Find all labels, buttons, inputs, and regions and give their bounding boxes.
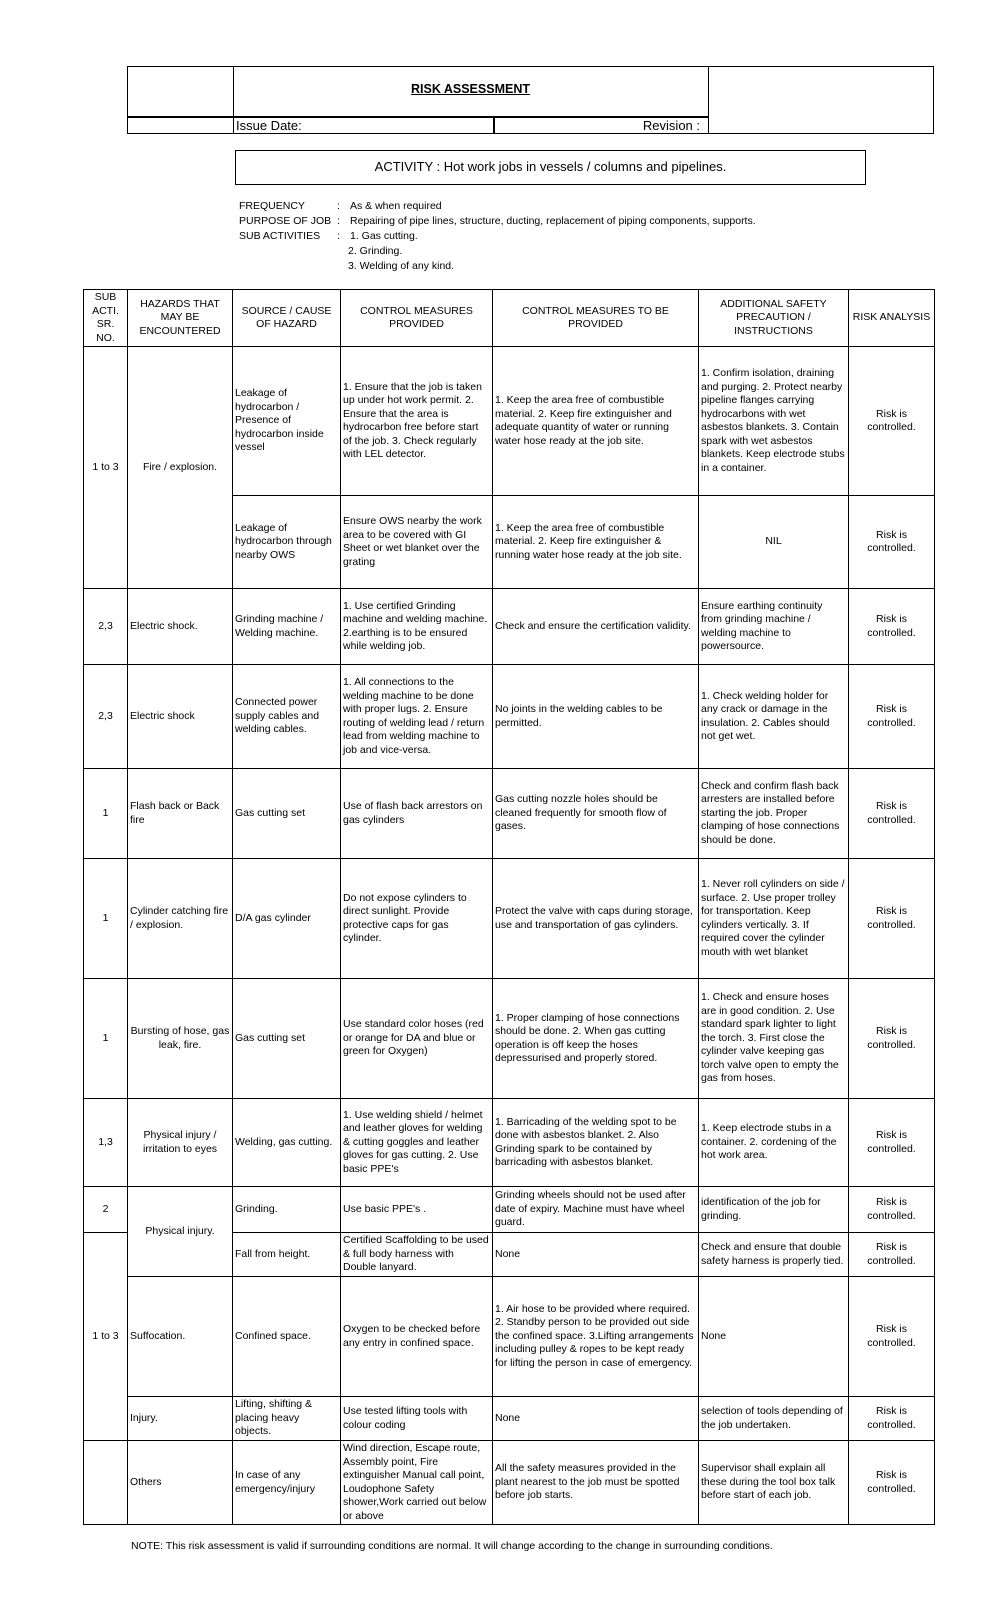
sub-activity-item: 1. Gas cutting. bbox=[350, 230, 418, 242]
additional-precaution-cell: Ensure earthing continuity from grinding machine / welding machine to powersource. bbox=[699, 589, 849, 665]
additional-precaution-cell: identification of the job for grinding. bbox=[699, 1187, 849, 1233]
risk-analysis-cell: Risk is controlled. bbox=[849, 496, 935, 589]
additional-precaution-cell: selection of tools depending of the job undertaken. bbox=[699, 1397, 849, 1441]
hazard-cell: Injury. bbox=[128, 1397, 233, 1441]
hazard-cell: Electric shock bbox=[128, 665, 233, 769]
risk-analysis-cell: Risk is controlled. bbox=[849, 1187, 935, 1233]
table-row bbox=[84, 1187, 935, 1233]
header-split bbox=[493, 116, 495, 133]
issue-date-label: Issue Date: bbox=[236, 118, 302, 133]
additional-precaution-cell: None bbox=[699, 1277, 849, 1397]
additional-precaution-cell: 1. Check and ensure hoses are in good condition. 2. Use standard spark lighter to light the torch. 3. First close the cylinder valve keeping gas torch valve open to empty the gas from hoses. bbox=[699, 979, 849, 1099]
additional-precaution-cell: 1. Never roll cylinders on side / surface. 2. Use proper trolley for transportation. Keep cylinders vertically. 3. If required cover the cylinder mouth with wet blanket bbox=[699, 859, 849, 979]
sub-activity-no: 1 to 3 bbox=[84, 1233, 128, 1441]
risk-analysis-cell: Risk is controlled. bbox=[849, 979, 935, 1099]
control-to-provide-cell: Check and ensure the certification validity. bbox=[493, 589, 699, 665]
control-provided-cell: Ensure OWS nearby the work area to be covered with GI Sheet or wet blanket over the grating bbox=[341, 496, 493, 589]
table-row bbox=[84, 769, 935, 859]
control-provided-cell: Use tested lifting tools with colour coding bbox=[341, 1397, 493, 1441]
job-meta: FREQUENCY : As & when required PURPOSE OF JOB : Repairing of pipe lines, structure, ducting, replacement of piping components, supports. SUB ACTIVITIES : 1. Gas cutting. 2. Grinding. 3. Welding of any kind. bbox=[239, 200, 756, 272]
control-to-provide-cell: Grinding wheels should not be used after date of expiry. Machine must have wheel guard. bbox=[493, 1187, 699, 1233]
control-to-provide-cell: All the safety measures provided in the plant nearest to the job must be spotted before job starts. bbox=[493, 1441, 699, 1525]
source-cell: In case of any emergency/injury bbox=[233, 1441, 341, 1525]
control-provided-cell: Oxygen to be checked before any entry in confined space. bbox=[341, 1277, 493, 1397]
sub-activity-no: 1,3 bbox=[84, 1099, 128, 1187]
document-header bbox=[127, 66, 934, 134]
source-cell: Leakage of hydrocarbon / Presence of hydrocarbon inside vessel bbox=[233, 347, 341, 496]
hazard-cell: Flash back or Back fire bbox=[128, 769, 233, 859]
control-to-provide-cell: 1. Barricading of the welding spot to be done with asbestos blanket. 2. Also Grinding spark to be contained by barricading with asbestos blanket. bbox=[493, 1099, 699, 1187]
control-to-provide-cell: Protect the valve with caps during storage, use and transportation of gas cylinders. bbox=[493, 859, 699, 979]
table-row bbox=[84, 1441, 935, 1525]
hazard-cell: Fire / explosion. bbox=[128, 347, 233, 589]
hazard-cell: Suffocation. bbox=[128, 1277, 233, 1397]
risk-analysis-cell: Risk is controlled. bbox=[849, 1099, 935, 1187]
table-row bbox=[84, 589, 935, 665]
risk-analysis-cell: Risk is controlled. bbox=[849, 769, 935, 859]
sub-activity-no: 1 to 3 bbox=[84, 347, 128, 589]
source-cell: Grinding machine / Welding machine. bbox=[233, 589, 341, 665]
additional-precaution-cell: NIL bbox=[699, 496, 849, 589]
column-header: HAZARDS THAT MAY BE ENCOUNTERED bbox=[128, 290, 233, 347]
source-cell: Leakage of hydrocarbon through nearby OWS bbox=[233, 496, 341, 589]
control-provided-cell: Use standard color hoses (red or orange for DA and blue or green for Oxygen) bbox=[341, 979, 493, 1099]
control-provided-cell: Wind direction, Escape route, Assembly point, Fire extinguisher Manual call point, Loudophone Safety shower,Work carried out below or above bbox=[341, 1441, 493, 1525]
control-to-provide-cell: 1. Proper clamping of hose connections should be done. 2. When gas cutting operation is off keep the hoses depressurised and properly stored. bbox=[493, 979, 699, 1099]
hazard-cell: Physical injury / irritation to eyes bbox=[128, 1099, 233, 1187]
activity-box: ACTIVITY : Hot work jobs in vessels / columns and pipelines. bbox=[235, 150, 866, 185]
risk-analysis-cell: Risk is controlled. bbox=[849, 589, 935, 665]
source-cell: Welding, gas cutting. bbox=[233, 1099, 341, 1187]
table-row bbox=[84, 347, 935, 496]
source-cell: Connected power supply cables and welding cables. bbox=[233, 665, 341, 769]
source-cell: Lifting, shifting & placing heavy objects. bbox=[233, 1397, 341, 1441]
source-cell: Fall from height. bbox=[233, 1233, 341, 1277]
footer-note: NOTE: This risk assessment is valid if surrounding conditions are normal. It will change according to the change in surrounding conditions. bbox=[131, 1540, 773, 1552]
control-provided-cell: 1. Use certified Grinding machine and welding machine. 2.earthing is to be ensured while welding job. bbox=[341, 589, 493, 665]
risk-assessment-table bbox=[83, 289, 935, 1525]
control-provided-cell: 1. All connections to the welding machine to be done with proper lugs. 2. Ensure routing of welding lead / return lead from welding machine to job and vice-versa. bbox=[341, 665, 493, 769]
risk-analysis-cell: Risk is controlled. bbox=[849, 1441, 935, 1525]
additional-precaution-cell: 1. Keep electrode stubs in a container. 2. cordening of the hot work area. bbox=[699, 1099, 849, 1187]
column-header: CONTROL MEASURES TO BE PROVIDED bbox=[493, 290, 699, 347]
source-cell: Confined space. bbox=[233, 1277, 341, 1397]
risk-analysis-cell: Risk is controlled. bbox=[849, 347, 935, 496]
additional-precaution-cell: 1. Confirm isolation, draining and purging. 2. Protect nearby pipeline flanges carrying hydrocarbons with wet asbestos blankets. 3. Contain spark with wet asbestos blankets. Keep electrode stubs in a container. bbox=[699, 347, 849, 496]
control-to-provide-cell: 1. Keep the area free of combustible material. 2. Keep fire extinguisher and adequate quantity of water or running water hose ready at the job site. bbox=[493, 347, 699, 496]
column-header: SOURCE / CAUSE OF HAZARD bbox=[233, 290, 341, 347]
control-provided-cell: 1. Ensure that the job is taken up under hot work permit. 2. Ensure that the area is hydrocarbon free before start of the job. 3. Check regularly with LEL detector. bbox=[341, 347, 493, 496]
control-to-provide-cell: Gas cutting nozzle holes should be cleaned frequently for smooth flow of gases. bbox=[493, 769, 699, 859]
source-cell: Grinding. bbox=[233, 1187, 341, 1233]
hazard-cell: Physical injury. bbox=[128, 1187, 233, 1277]
table-row bbox=[84, 1277, 935, 1397]
risk-analysis-cell: Risk is controlled. bbox=[849, 1397, 935, 1441]
sub-activities-label: SUB ACTIVITIES bbox=[239, 230, 321, 242]
header-logo-cell bbox=[128, 67, 234, 133]
column-header: SUB ACTI. SR. NO. bbox=[84, 290, 128, 347]
control-provided-cell: 1. Use welding shield / helmet and leather gloves for welding & cutting goggles and leather gloves for gas cutting. 2. Use basic PPE's bbox=[341, 1099, 493, 1187]
sub-activity-no bbox=[84, 1441, 128, 1525]
control-provided-cell: Certified Scaffolding to be used & full body harness with Double lanyard. bbox=[341, 1233, 493, 1277]
hazard-cell: Electric shock. bbox=[128, 589, 233, 665]
risk-analysis-cell: Risk is controlled. bbox=[849, 665, 935, 769]
source-cell: D/A gas cylinder bbox=[233, 859, 341, 979]
control-to-provide-cell: 1. Air hose to be provided where required. 2. Standby person to be provided out side the confined space. 3.Lifting arrangements including pulley & ropes to be kept ready for lifting the person in case of emergency. bbox=[493, 1277, 699, 1397]
document-title: RISK ASSESSMENT bbox=[410, 82, 530, 96]
source-cell: Gas cutting set bbox=[233, 769, 341, 859]
additional-precaution-cell: 1. Check welding holder for any crack or damage in the insulation. 2. Cables should not get wet. bbox=[699, 665, 849, 769]
sub-activity-no: 2,3 bbox=[84, 589, 128, 665]
revision-label: Revision : bbox=[642, 118, 700, 133]
additional-precaution-cell: Supervisor shall explain all these during the tool box talk before start of each job. bbox=[699, 1441, 849, 1525]
hazard-cell: Bursting of hose, gas leak, fire. bbox=[128, 979, 233, 1099]
control-provided-cell: Use of flash back arrestors on gas cylinders bbox=[341, 769, 493, 859]
control-provided-cell: Do not expose cylinders to direct sunlight. Provide protective caps for gas cylinder. bbox=[341, 859, 493, 979]
column-header: RISK ANALYSIS bbox=[849, 290, 935, 347]
control-to-provide-cell: No joints in the welding cables to be permitted. bbox=[493, 665, 699, 769]
sub-activity-no: 2,3 bbox=[84, 665, 128, 769]
source-cell: Gas cutting set bbox=[233, 979, 341, 1099]
sub-activity-no: 1 bbox=[84, 859, 128, 979]
table-row bbox=[84, 1099, 935, 1187]
risk-analysis-cell: Risk is controlled. bbox=[849, 859, 935, 979]
hazard-cell: Cylinder catching fire / explosion. bbox=[128, 859, 233, 979]
sub-activity-item: 3. Welding of any kind. bbox=[348, 260, 455, 272]
column-header: ADDITIONAL SAFETY PRECAUTION / INSTRUCTIONS bbox=[699, 290, 849, 347]
sub-activity-no: 2 bbox=[84, 1187, 128, 1233]
hazard-cell: Others bbox=[128, 1441, 233, 1525]
additional-precaution-cell: Check and ensure that double safety harness is properly tied. bbox=[699, 1233, 849, 1277]
control-to-provide-cell: None bbox=[493, 1397, 699, 1441]
frequency-label: FREQUENCY bbox=[239, 200, 305, 212]
table-row bbox=[84, 665, 935, 769]
risk-analysis-cell: Risk is controlled. bbox=[849, 1277, 935, 1397]
table-row bbox=[84, 1397, 935, 1441]
table-row bbox=[84, 979, 935, 1099]
risk-analysis-cell: Risk is controlled. bbox=[849, 1233, 935, 1277]
column-header: CONTROL MEASURES PROVIDED bbox=[341, 290, 493, 347]
frequency-value: As & when required bbox=[350, 200, 442, 212]
sub-activity-item: 2. Grinding. bbox=[348, 245, 403, 257]
table-row bbox=[84, 859, 935, 979]
control-to-provide-cell: 1. Keep the area free of combustible material. 2. Keep fire extinguisher & running water hose ready at the job site. bbox=[493, 496, 699, 589]
additional-precaution-cell: Check and confirm flash back arresters are installed before starting the job. Proper clamping of hose connections should be done. bbox=[699, 769, 849, 859]
sub-activity-no: 1 bbox=[84, 979, 128, 1099]
purpose-value: Repairing of pipe lines, structure, ducting, replacement of piping components, supports. bbox=[350, 215, 756, 227]
control-provided-cell: Use basic PPE's . bbox=[341, 1187, 493, 1233]
sub-activity-no: 1 bbox=[84, 769, 128, 859]
control-to-provide-cell: None bbox=[493, 1233, 699, 1277]
purpose-label: PURPOSE OF JOB bbox=[239, 215, 332, 227]
